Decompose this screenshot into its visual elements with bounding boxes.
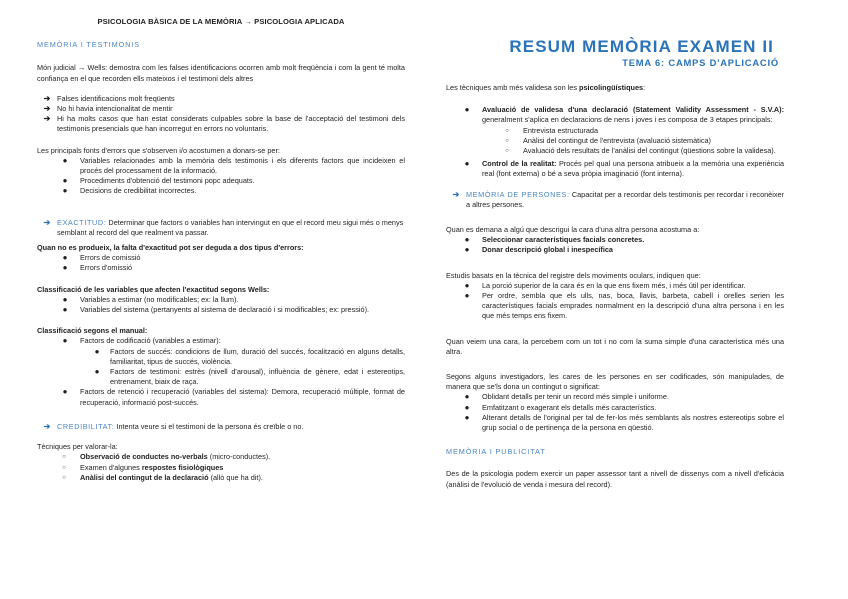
section-heading-testimonis: MEMÒRIA I TESTIMONIS: [37, 40, 141, 50]
arrow-list-item: ➔ No hi havia intencionalitat de mentir: [37, 104, 405, 114]
techniques-intro: Tècniques per valorar-la:: [37, 442, 118, 452]
bullet-icon: ●: [62, 387, 68, 397]
manual-heading: Classificació segons el manual:: [37, 326, 148, 336]
list-item: ● Oblidant detalls per tenir un record més simple i uniforme.: [460, 392, 784, 402]
list-item: ● Procediments d'obtenció del testimoni popc adequats.: [58, 176, 405, 186]
bullet-icon: ●: [464, 245, 470, 255]
arrow-right-icon: ➔: [43, 104, 51, 114]
codification-intro: Segons alguns investigadors, les cares de les persones en ser codificades, són manipulades, de manera que se'ls dona un contingut o significat:: [446, 372, 784, 392]
section-heading-publicitat: MEMÒRIA I PUBLICITAT: [446, 447, 546, 457]
exactitud-block: ➔ EXACTITUD: Determinar que factors o variables han intervingut en que el record meu sigui més o menys semblant al record del que realment va passar.: [37, 218, 405, 238]
page-subtitle: TEMA 6: CAMPS D'APLICACIÓ: [622, 57, 779, 68]
validesa-list: [446, 105, 784, 179]
arrow-list-item: ➔ Hi ha molts casos que han estat considerats culpables sobre la base de l'acceptació del testimoni dels testimonis presencials que han incorregut en errors no voluntaris.: [37, 114, 405, 134]
list-item: ● La porció superior de la cara és en la que ens fixem més, i més útil per identificar.: [460, 281, 784, 291]
sources-list: [37, 156, 405, 197]
list-item: ● Variables a estimar (no modificables; ex: la llum).: [58, 295, 405, 305]
whole-face-paragraph: Quan veiem una cara, la percebem com un tot i no com la suma simple d'una característica més una altra.: [446, 336, 784, 356]
bullet-icon: ●: [464, 235, 470, 245]
bullet-icon: ●: [62, 294, 68, 304]
bullet-icon: ●: [464, 105, 470, 115]
list-item: ● Alterant detalls de l'original per tal de fer-los més semblants als nostres estereotips sobre el grup social o de pertinença de la persona en qüestió.: [460, 413, 784, 433]
sva-steps: [460, 126, 784, 157]
arrow-right-icon: ➔: [43, 421, 51, 431]
validesa-paragraph: Les tècniques amb més validesa son les psicolingüístiques:: [446, 83, 646, 92]
list-item: ● Avaluació de validesa d'una declaració (Statement Validity Assessment - S.V.A): generalment s'aplica en declaracions de nens i joves i es composa de 3 etapes principals:: [460, 105, 784, 125]
list-item: ● Seleccionar característiques facials concretes.: [460, 235, 784, 245]
circle-bullet-icon: ○: [62, 454, 66, 461]
bullet-icon: ●: [464, 412, 470, 422]
sources-intro: Les principals fonts d'errors que s'observen i/o acostumen a donars-se per:: [37, 145, 280, 155]
credibilitat-block: ➔ CREDIBILITAT: Intenta veure si el testimoni de la persona és creïble o no.: [37, 422, 405, 432]
errors-list: [37, 253, 405, 273]
eye-tracking-intro: Estudis basats en la tècnica del registre dels moviments oculars, indiquen que:: [446, 270, 701, 280]
left-column: [37, 0, 405, 483]
list-item: ● Donar descripció global i inespecífica: [460, 245, 784, 255]
description-list: [446, 235, 784, 255]
inexactitud-heading: Quan no es produeix, la falta d'exactitud pot ser deguda a dos tipus d'errors:: [37, 243, 304, 253]
list-item: ● Control de la realitat: Procés pel qual una persona atribueix a la memòria una experiència real (font externa) o bé a seva pròpia imaginació (font interna).: [460, 159, 784, 179]
exactitud-keyword: EXACTITUD:: [57, 217, 107, 227]
techniques-list: [37, 452, 405, 483]
list-item: ● Emfatitzant o exagerant els detalls més característics.: [460, 403, 784, 413]
list-item: ● Variables relacionades amb la memòria dels testimonis i els diferents factors que incideixen el procés del processament de la informació.: [58, 156, 405, 176]
manual-sublist: [58, 347, 405, 388]
right-column: [446, 0, 784, 490]
circle-bullet-icon: ○: [62, 464, 66, 471]
persones-keyword: MEMÒRIA DE PERSONES:: [466, 189, 570, 199]
bullet-icon: ●: [94, 367, 100, 377]
bullet-icon: ●: [464, 280, 470, 290]
circle-bullet-icon: ○: [505, 127, 509, 134]
list-item: ○ Observació de conductes no-verbals (micro-conductes).: [58, 452, 405, 462]
wells-heading: Classificació de les variables que afecten l'exactitud segons Wells:: [37, 284, 270, 294]
arrow-list: [37, 94, 405, 135]
circle-bullet-icon: ○: [505, 148, 509, 155]
publicitat-paragraph: Des de la psicologia podem exercir un paper assessor tant a nivell de dissenys com a nivell d'eficàcia (anàlisi de l'evolució de venda i mesura del record).: [446, 469, 784, 489]
arrow-right-icon: ➔: [43, 114, 51, 124]
list-item: ● Variables del sistema (pertanyents al sistema de declaració i si modificables; ex: pressió).: [58, 305, 405, 315]
bullet-icon: ●: [94, 346, 100, 356]
bullet-icon: ●: [62, 305, 68, 315]
list-item: ● Factors de succés: condicions de llum, duració del succés, focalització en alguns detalls, familiaritat, tipus de succés, violència.: [90, 347, 405, 367]
bullet-icon: ●: [62, 336, 68, 346]
wells-list: [37, 295, 405, 315]
arrow-right-icon: ➔: [43, 217, 51, 227]
list-item: ● Factors de retenció i recuperació (variables del sistema): Demora, recuperació múltiple, format de recuperació, informació post-succés.: [58, 387, 405, 407]
bullet-icon: ●: [62, 186, 68, 196]
list-item: ● Errors d'omissió: [58, 263, 405, 273]
bullet-icon: ●: [62, 155, 68, 165]
list-item: ● Factors de codificació (variables a estimar):: [58, 336, 405, 346]
list-item: ○ Avaluació dels resultats de l'anàlisi del contingut (qüestions sobre la validesa).: [501, 146, 784, 156]
page-title: RESUM MEMÒRIA EXAMEN II: [509, 37, 774, 56]
list-item: ○ Entrevista estructurada: [501, 126, 784, 136]
arrow-right-icon: ➔: [452, 189, 460, 199]
manual-list: [37, 336, 405, 407]
arrow-right-icon: ➔: [43, 93, 51, 103]
bullet-icon: ●: [464, 159, 470, 169]
bullet-icon: ●: [62, 176, 68, 186]
bullet-icon: ●: [464, 392, 470, 402]
persones-block: ➔ MEMÒRIA DE PERSONES: Capacitat per a recordar dels testimonis per recordar i reconèixer a altres persones.: [446, 190, 784, 210]
list-item: ○ Examen d'algunes respostes fisiològiques: [58, 463, 405, 473]
list-item: ○ Anàlisi del contingut de l'entrevista (avaluació sistemàtica): [501, 136, 784, 146]
list-item: ● Per ordre, sembla que els ulls, nas, boca, llavis, barbeta, cabell i orelles serien les característiques facials emprades normalment en la descripció d'una altra persona i en les que més temps ens fixem.: [460, 291, 784, 322]
intro-paragraph: Món judicial → Wells: demostra com les falses identificacions ocorren amb molt freqüència i com la gent té molta confiança en el que recorden ells mateixos i el testimoni dels altres: [37, 63, 405, 83]
bullet-icon: ●: [62, 263, 68, 273]
list-item: ● Factors de testimoni: estrès (nivell d'arousal), influència de gènere, edat i estereotips, entrenament, biaix de raça.: [90, 367, 405, 387]
list-item: ● Decisions de credibilitat incorrectes.: [58, 186, 405, 196]
list-item: ○ Anàlisi del contingut de la declaració (allò que ha dit).: [58, 473, 405, 483]
list-item: ● Errors de comissió: [58, 253, 405, 263]
description-intro: Quan es demana a algú que descrigui la cara d'una altra persona acostuma a:: [446, 225, 700, 235]
codification-list: [446, 392, 784, 433]
circle-bullet-icon: ○: [505, 137, 509, 144]
arrow-list-item: ➔ Falses identificacions molt freqüents: [37, 94, 405, 104]
bullet-icon: ●: [62, 253, 68, 263]
bullet-icon: ●: [464, 402, 470, 412]
eye-tracking-list: [446, 281, 784, 322]
document-header: PSICOLOGIA BÀSICA DE LA MEMÒRIA → PSICOLOGIA APLICADA: [97, 17, 345, 26]
credibilitat-keyword: CREDIBILITAT:: [57, 421, 115, 431]
bullet-icon: ●: [464, 291, 470, 301]
circle-bullet-icon: ○: [62, 474, 66, 481]
